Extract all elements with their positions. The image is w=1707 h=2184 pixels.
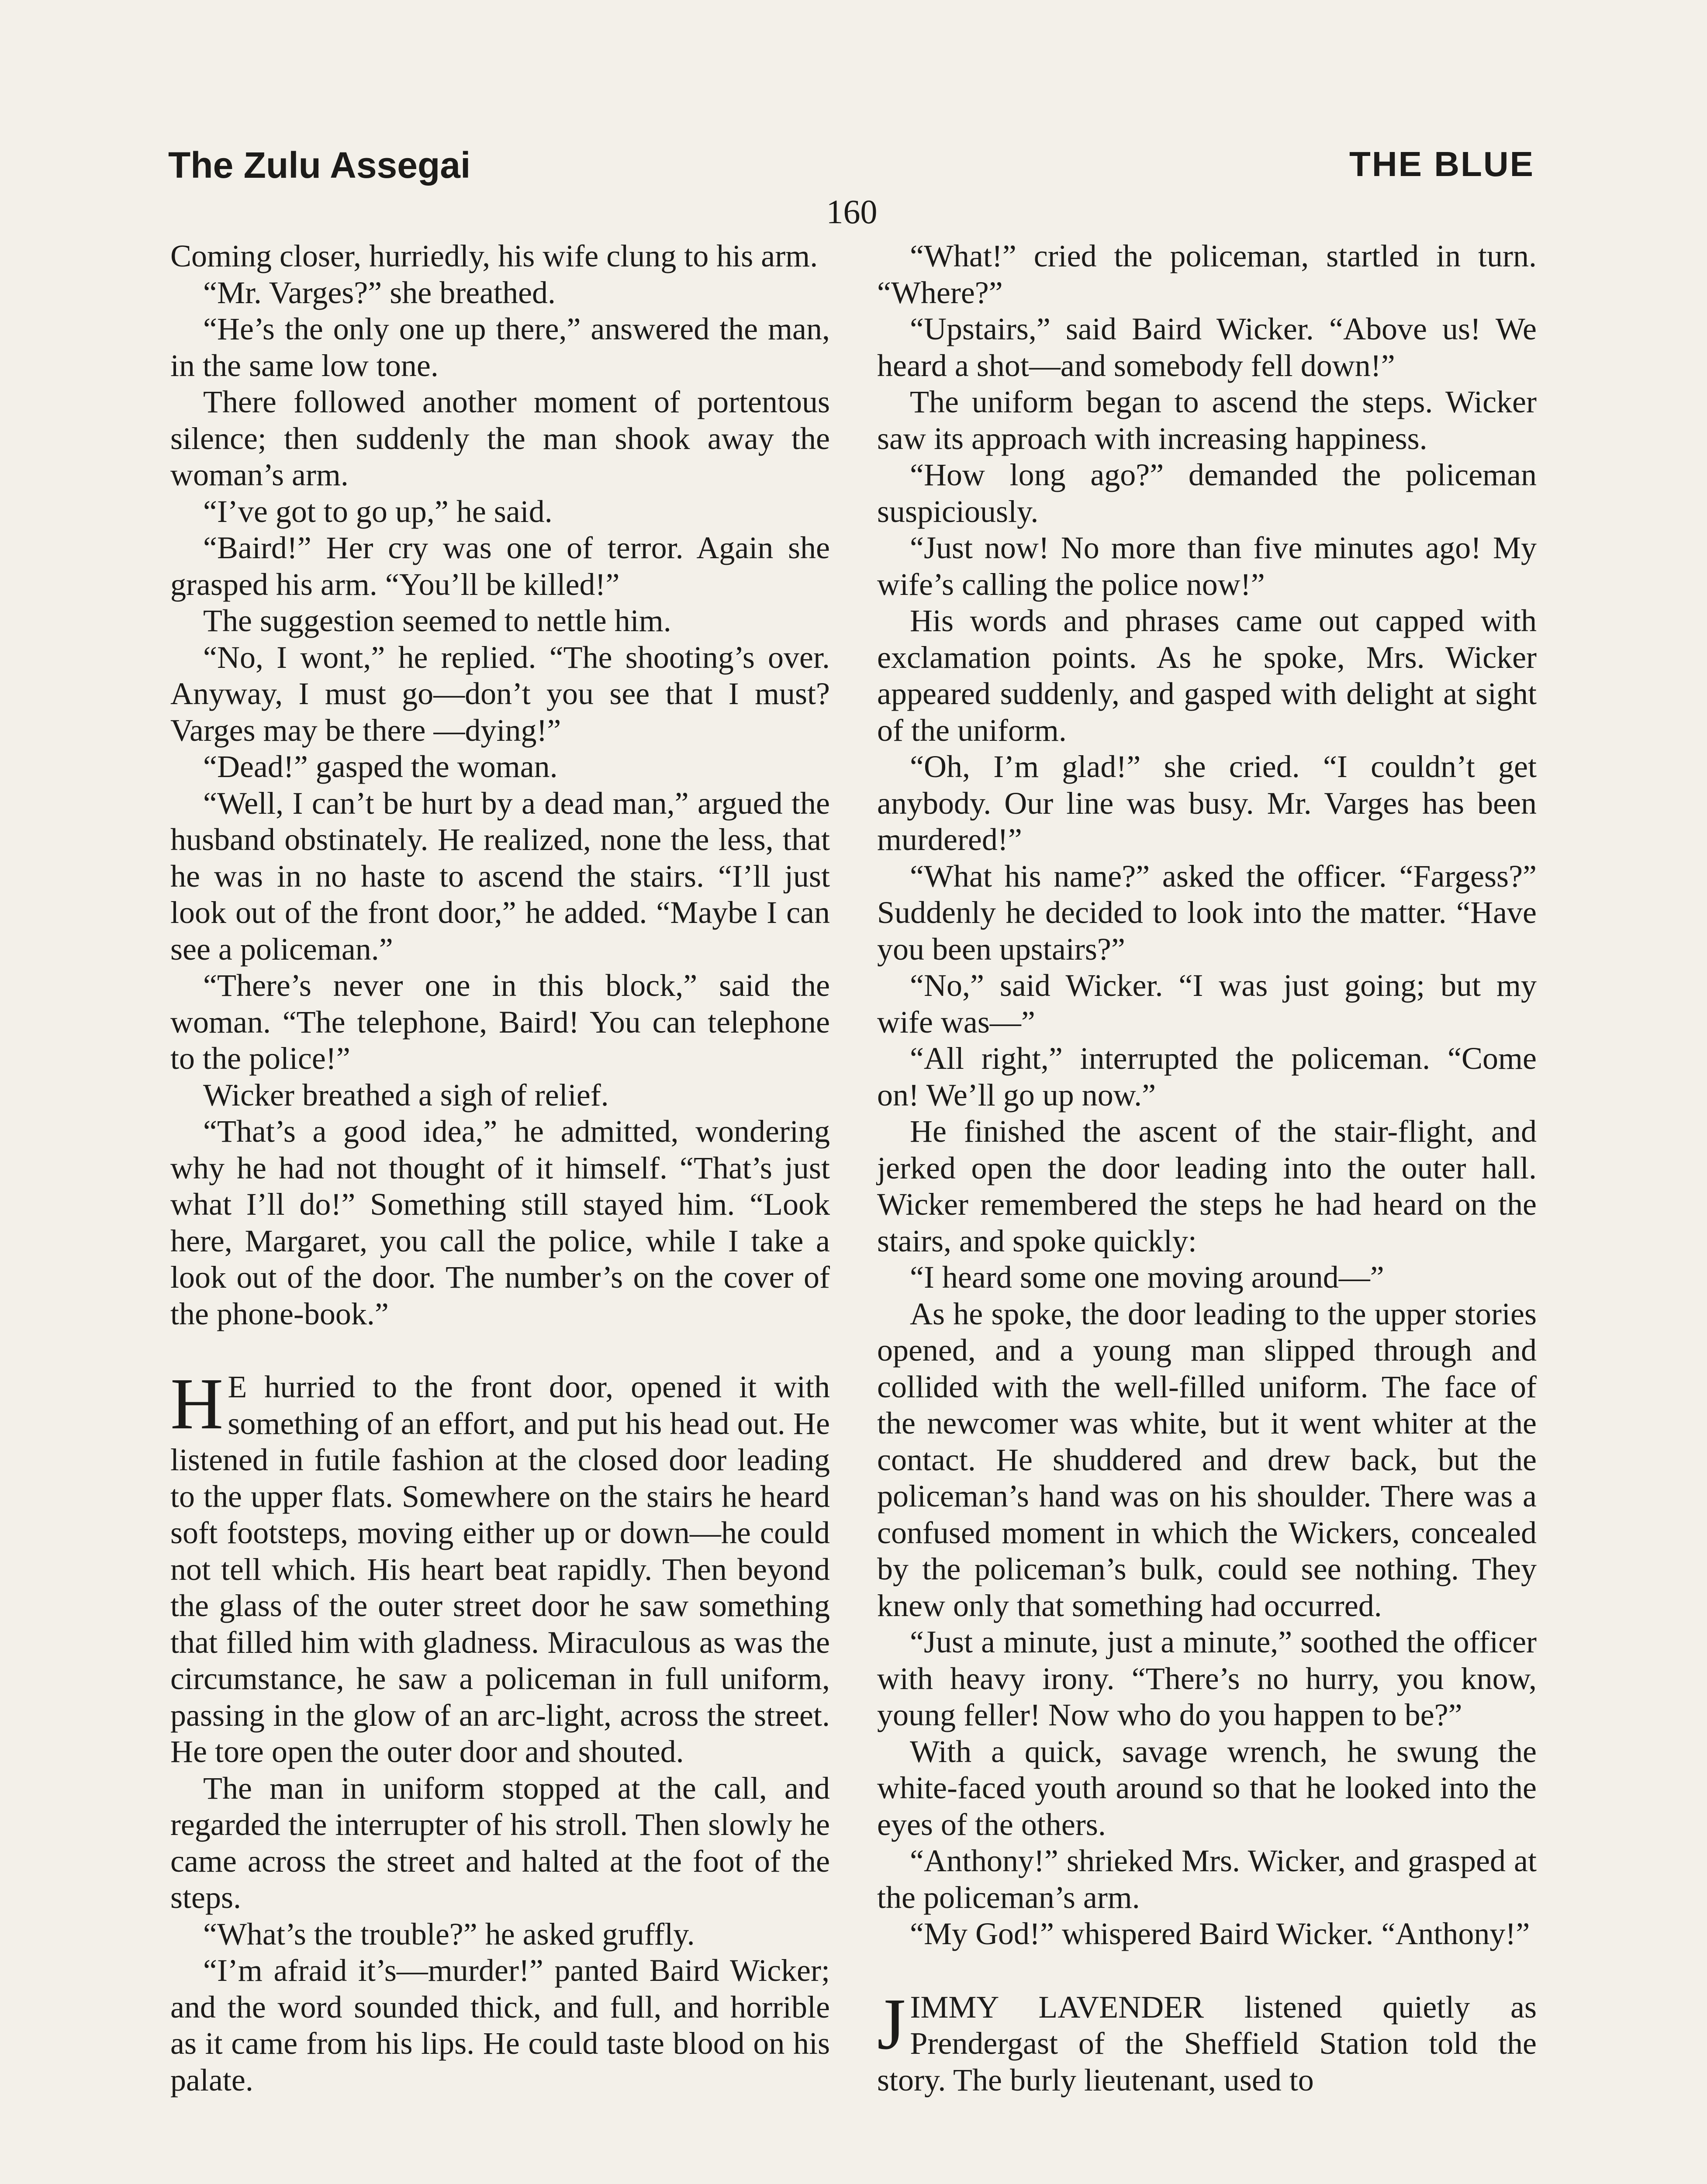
- paragraph: “What’s the trouble?” he asked gruffly.: [203, 1916, 695, 1952]
- paragraph: The uniform began to ascend the steps. Wicker saw its approach with increasing happiness.: [877, 384, 1537, 456]
- magazine-title: THE BLUE: [1349, 145, 1534, 183]
- drop-cap: J: [877, 1983, 906, 2065]
- left-column: [170, 238, 830, 2098]
- paragraph: “All right,” interrupted the policeman. “Come on! We’ll go up now.”: [877, 1041, 1537, 1113]
- paragraph: “No, I wont,” he replied. “The shooting’s over. Anyway, I must go—don’t you see that I must? Varges may be there —dying!”: [170, 639, 830, 748]
- section-opening-paragraph: [170, 1363, 830, 1770]
- section-break: [877, 1952, 1537, 1989]
- paragraph: There followed another moment of portentous silence; then suddenly the man shook away the woman’s arm.: [170, 384, 830, 492]
- paragraph: “Just now! No more than five minutes ago! My wife’s calling the police now!”: [877, 530, 1537, 602]
- paragraph: “How long ago?” demanded the policeman suspiciously.: [877, 457, 1537, 529]
- paragraph: As he spoke, the door leading to the upper stories opened, and a young man slipped through and collided with the well-filled uniform. The face of the newcomer was white, but it went whiter at the contact. He shuddered and drew back, but the policeman’s hand was on his shoulder. There was a confused moment in which the Wickers, concealed by the policeman’s bulk, could see nothing. They knew only that something had occurred.: [877, 1296, 1537, 1623]
- paragraph: He finished the ascent of the stair-flight, and jerked open the door leading into the outer hall. Wicker remembered the steps he had heard on the stairs, and spoke quickly:: [877, 1114, 1537, 1258]
- paragraph: Wicker breathed a sigh of relief.: [203, 1077, 609, 1113]
- paragraph: “That’s a good idea,” he admitted, wondering why he had not thought of it himself. “That’s just what I’ll do!” Something still stayed him. “Look here, Margaret, you call the police, while I take a look out of the door. The number’s on the cover of the phone-book.”: [170, 1114, 830, 1331]
- paragraph: “Well, I can’t be hurt by a dead man,” argued the husband obstinately. He realized, none the less, that he was in no haste to ascend the stairs. “I’ll just look out of the front door,” he added. “Maybe I can see a policeman.”: [170, 785, 830, 967]
- paragraph: “Anthony!” shrieked Mrs. Wicker, and grasped at the policeman’s arm.: [877, 1843, 1537, 1915]
- paragraph-text: E hurried to the front door, opened it with something of an effort, and put his head out. He listened in futile fashion at the closed door leading to the upper flats. Somewhere on the stairs he heard soft footsteps, moving either up or down—he could not tell which. His heart beat rapidly. Then beyond the glass of the outer street door he saw something that filled him with gladness. Miraculous as was the circumstance, he saw a policeman in full uniform, passing in the glow of an arc-light, across the street. He tore open the outer door and shouted.: [170, 1369, 830, 1769]
- paragraph: The suggestion seemed to nettle him.: [203, 603, 671, 638]
- paragraph: With a quick, savage wrench, he swung the white-faced youth around so that he looked into the eyes of the others.: [877, 1734, 1537, 1842]
- paragraph: “Mr. Varges?” she breathed.: [203, 275, 556, 310]
- paragraph: “What!” cried the policeman, startled in turn. “Where?”: [877, 238, 1537, 310]
- paragraph-text: IMMY LAVENDER listened quietly as Prendergast of the Sheffield Station told the story. The burly lieutenant, used to: [877, 1989, 1537, 2098]
- paragraph: “I heard some one moving around—”: [910, 1260, 1384, 1295]
- paragraph: “Oh, I’m glad!” she cried. “I couldn’t get anybody. Our line was busy. Mr. Varges has been murdered!”: [877, 749, 1537, 857]
- right-column: [877, 238, 1537, 2098]
- paragraph: “No,” said Wicker. “I was just going; but my wife was—”: [877, 968, 1537, 1040]
- section-break: [170, 1332, 830, 1369]
- paragraph: The man in uniform stopped at the call, and regarded the interrupter of his stroll. Then slowly he came across the street and halted at the foot of the steps.: [170, 1770, 830, 1915]
- paragraph: “I’ve got to go up,” he said.: [203, 494, 553, 529]
- paragraph: His words and phrases came out capped with exclamation points. As he spoke, Mrs. Wicker appeared suddenly, and gasped with delight at sight of the uniform.: [877, 603, 1537, 748]
- paragraph: Coming closer, hurriedly, his wife clung to his arm.: [170, 238, 818, 273]
- section-opening-paragraph: [877, 1983, 1537, 2099]
- drop-cap: H: [170, 1363, 224, 1444]
- paragraph: “Upstairs,” said Baird Wicker. “Above us! We heard a shot—and somebody fell down!”: [877, 311, 1537, 383]
- paragraph: “He’s the only one up there,” answered the man, in the same low tone.: [170, 311, 830, 383]
- story-title: The Zulu Assegai: [168, 145, 471, 186]
- paragraph: “What his name?” asked the officer. “Fargess?” Suddenly he decided to look into the matter. “Have you been upstairs?”: [877, 858, 1537, 967]
- paragraph: “Dead!” gasped the woman.: [203, 749, 558, 784]
- paragraph: “My God!” whispered Baird Wicker. “Anthony!”: [910, 1916, 1530, 1951]
- paragraph: “Just a minute, just a minute,” soothed the officer with heavy irony. “There’s no hurry, you know, young feller! Now who do you happen to be?”: [877, 1624, 1537, 1732]
- paragraph: “I’m afraid it’s—murder!” panted Baird Wicker; and the word sounded thick, and full, and horrible as it came from his lips. He could taste blood on his palate.: [170, 1953, 830, 2098]
- paragraph: “There’s never one in this block,” said the woman. “The telephone, Baird! You can telephone to the police!”: [170, 968, 830, 1076]
- page-number: 160: [826, 193, 878, 231]
- paragraph: “Baird!” Her cry was one of terror. Again she grasped his arm. “You’ll be killed!”: [170, 530, 830, 602]
